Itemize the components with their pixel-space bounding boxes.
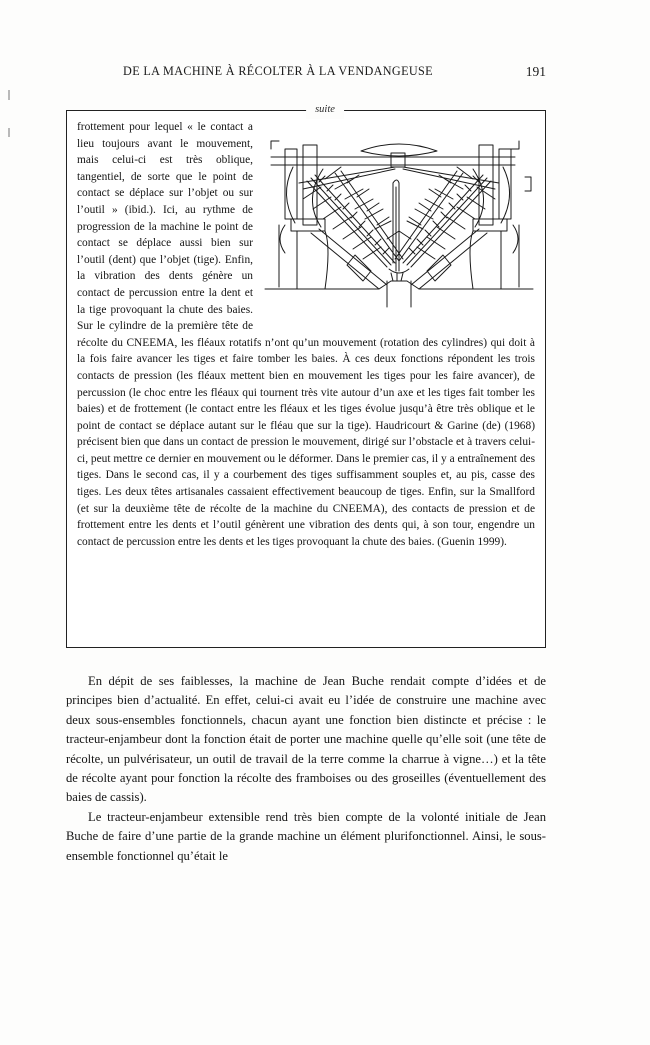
harvesting-head-line-drawing [263, 121, 535, 319]
running-head [66, 64, 546, 84]
continuation-label: suite [306, 101, 344, 119]
page-number: 191 [525, 64, 546, 79]
insert-content [77, 119, 535, 639]
insert-box [66, 110, 546, 648]
insert-paragraph: frottement pour lequel « le contact a lieu toujours avant le mouvement, mais celui-ci est très oblique, tangentiel, de sorte que le point de contact se déplace sur l’objet ou sur l’outil » (ibid.). Ici, au rythme de progression de la machine le point de contact se déplace aussi bien sur l’outil (dent) que l’objet (tige). Enfin, la vibration des dents génère un contact de percussion entre la dent et la tige provoquant la chute des baies. Sur le cylindre de la première tête de récolte du CNEEMA, les fléaux rotatifs n’ont qu’un mouvement (rotation des cylindres) qui doit à la fois faire avancer les tiges et faire tomber les baies. À ces deux fonctions répondent les trois contacts de pression (les fléaux mettent bien en mouvement les tiges pour les faire avancer), de percussion (le choc entre les fléaux qui tournent très vite autour d’un axe et les tiges fait tomber les baies) et de frottement (le contact entre les fléaux et les tiges évolue jusqu’à être très oblique et le point de contact se déplace autant sur le fléau que sur la tige). Haudricourt & Garine (de) (1968) précisent bien que dans un contact de pression le mouvement, dirigé sur l’obstacle et à travers celui-ci, peut mettre ce dernier en mouvement ou le déformer. Dans le premier cas, il y a entraînement des tiges. Dans le second cas, il y a courbement des tiges suffisamment souples et, au pis, casse des tiges. Les deux têtes artisanales cassaient effectivement beaucoup de tiges. Enfin, sur la Smallford (et sur la deuxième tête de récolte de la machine du CNEEMA), des contacts de pression et de frottement entre les dents et l’outil génèrent une vibration des dents qui, à son tour, engendre un contact de percussion entre les dents et les tiges provoquant la chute des baies. (Guenin 1999). [77, 121, 535, 548]
scan-artifact [8, 128, 10, 137]
body-text-column [66, 672, 546, 866]
machine-head-figure [263, 121, 535, 319]
page-title: DE LA MACHINE À RÉCOLTER À LA VENDANGEUSE [123, 64, 433, 78]
scan-artifact [8, 90, 10, 100]
body-paragraph: Le tracteur-enjambeur extensible rend très bien compte de la volonté initiale de Jean Buche de faire d’une partie de la grande machine un élément plurifonctionnel. Ainsi, le sous-ensemble fonctionnel qu’était le [66, 809, 546, 863]
body-paragraph: En dépit de ses faiblesses, la machine de Jean Buche rendait compte d’idées et de principes bien d’actualité. En effet, celui-ci avait eu l’idée de construire une machine avec deux sous-ensembles fonctionnels, chacun ayant une fonction bien distincte et précise : le tracteur-enjambeur dont la fonction était de porter une machine quelle qu’elle soit (une tête de récolte, un pulvérisateur, un outil de travail de la terre comme la charrue à vigne…) et la tête de récolte ayant pour fonction la récolte des framboises ou des groseilles (éventuellement des baies de cassis). [66, 674, 546, 805]
